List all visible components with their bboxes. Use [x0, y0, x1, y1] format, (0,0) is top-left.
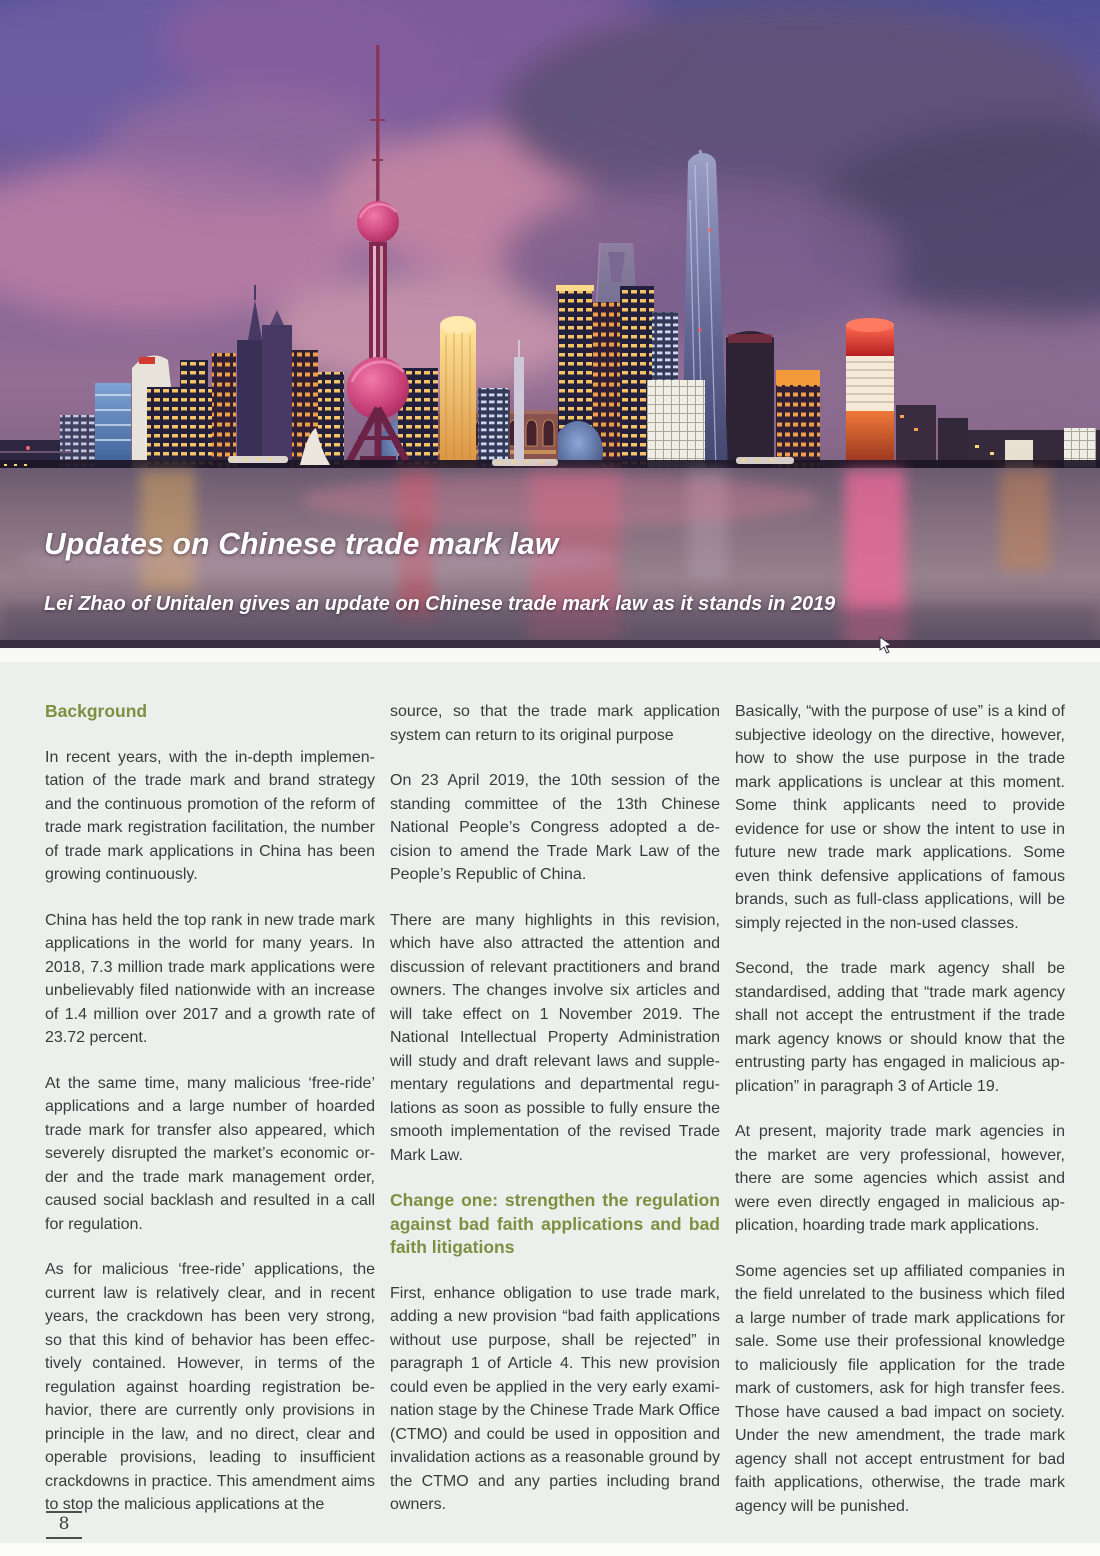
section-heading-background: Background	[45, 701, 148, 721]
paragraph: In recent years, with the in-depth implementation of the trade mark and brand strategy and the continuous promotion of the reform of trade mark registration facilitation, the number of trade mark applications in China has been growing continuously.	[45, 748, 375, 883]
paragraph: As for malicious ‘free-ride’ applications, the current law is relatively clear, and in recent years, the crackdown has been very strong, so that this kind of behavior has been effectively contained. However, in terms of the regulation against hoarding registration behavior, there are currently only provisions in principle in the law, and no direct, clear and operable provisions, leading to insufficient crackdowns in practice. This amendment aims to stop the malicious applications at the	[45, 1261, 375, 1513]
paragraph: China has held the top rank in new trade mark applications in the world for many years. In 2018, 7.3 million trade mark applications were unbelievably filed nationwide with an increase of 1.4 million over 2017 and a growth rate of 23.72 percent.	[45, 911, 375, 1046]
article-subtitle: Lei Zhao of Unitalen gives an update on Chinese trade mark law as it stands in 2019	[44, 592, 836, 615]
paragraph: Basically, “with the purpose of use” is a kind of subjective ideology on the directive, however, how to show the use purpose in the trade mark applications is unclear at this moment. Some think applicants need to provide evidence for use or show the intent to use in future new trade mark applications. Some even think defensive applications of famous brands, such as full-class applications, will be simply rejected in the non-used classes.	[735, 703, 1065, 932]
paragraph: First, enhance obligation to use trade mark, adding a new provision “bad faith applications without use purpose, shall be rejected” in paragraph 1 of Article 4. This new provision could even be applied in the very early examination stage by the Chinese Trade Mark Office (CTMO) and could be used in opposition and invalidation actions as a reasonable ground by the CTMO and any parties including brand owners.	[390, 1284, 720, 1513]
column-3	[735, 700, 1065, 1540]
paragraph: At present, majority trade mark agencies in the market are very professional, however, there are some agencies which assist and were even directly engaged in malicious application, hoarding trade mark applications.	[735, 1123, 1065, 1234]
hero-photo	[0, 0, 1100, 648]
bottom-white-strip	[0, 1543, 1100, 1556]
paragraph: At the same time, many malicious ‘free-ride’ applications and a large number of hoarded trade mark for transfer also appeared, which severely disrupted the market’s economic order and the trade mark management order, caused social backlash and resulted in a call for regulation.	[45, 1074, 375, 1233]
paragraph: There are many highlights in this revision, which have also attracted the attention and discussion of relevant practitioners and brand owners. The changes involve six articles and will take effect on 1 November 2019. The National Intellectual Property Administration will study and draft relevant laws and supplementary regulations and departmental regulations as soon as possible to fully ensure the smooth implementation of the revised Trade Mark Law.	[390, 911, 720, 1164]
hero-bottom-strip	[0, 648, 1100, 662]
article-title: Updates on Chinese trade mark law	[44, 526, 559, 561]
paragraph: On 23 April 2019, the 10th session of the standing committee of the 13th Chinese National People’s Congress adopted a decision to amend the Trade Mark Law of the People’s Republic of China.	[390, 772, 720, 883]
page-number: 8	[46, 1511, 82, 1539]
paragraph: source, so that the trade mark application system can return to its original purpose	[390, 703, 720, 744]
article-body	[45, 700, 1065, 1540]
paragraph: Some agencies set up affiliated companies in the field unrelated to the business which filed a large number of trade mark applications for sale. Some use their professional knowledge to maliciously file application for the trade mark of customers, ask for high transfer fees. Those have caused a bad impact on society. Under the new amendment, the trade mark agency shall not accept entrustment for bad faith applications, otherwise, the trade mark agency will be punished.	[735, 1262, 1065, 1515]
white-office-building	[647, 380, 705, 470]
column-2	[390, 700, 720, 1540]
column-1	[45, 700, 375, 1540]
paragraph: Second, the trade mark agency shall be standardised, adding that “trade mark agency shall not accept the entrustment if the trade mark agency knows or should know that the entrusting party has engaged in malicious application” in paragraph 3 of Article 19.	[735, 960, 1065, 1095]
section-heading-change-one: Change one: strengthen the regulation against bad faith applications and bad faith litigations	[390, 1190, 720, 1257]
hero-text-overlay	[44, 526, 1054, 616]
mouse-cursor	[878, 636, 894, 654]
